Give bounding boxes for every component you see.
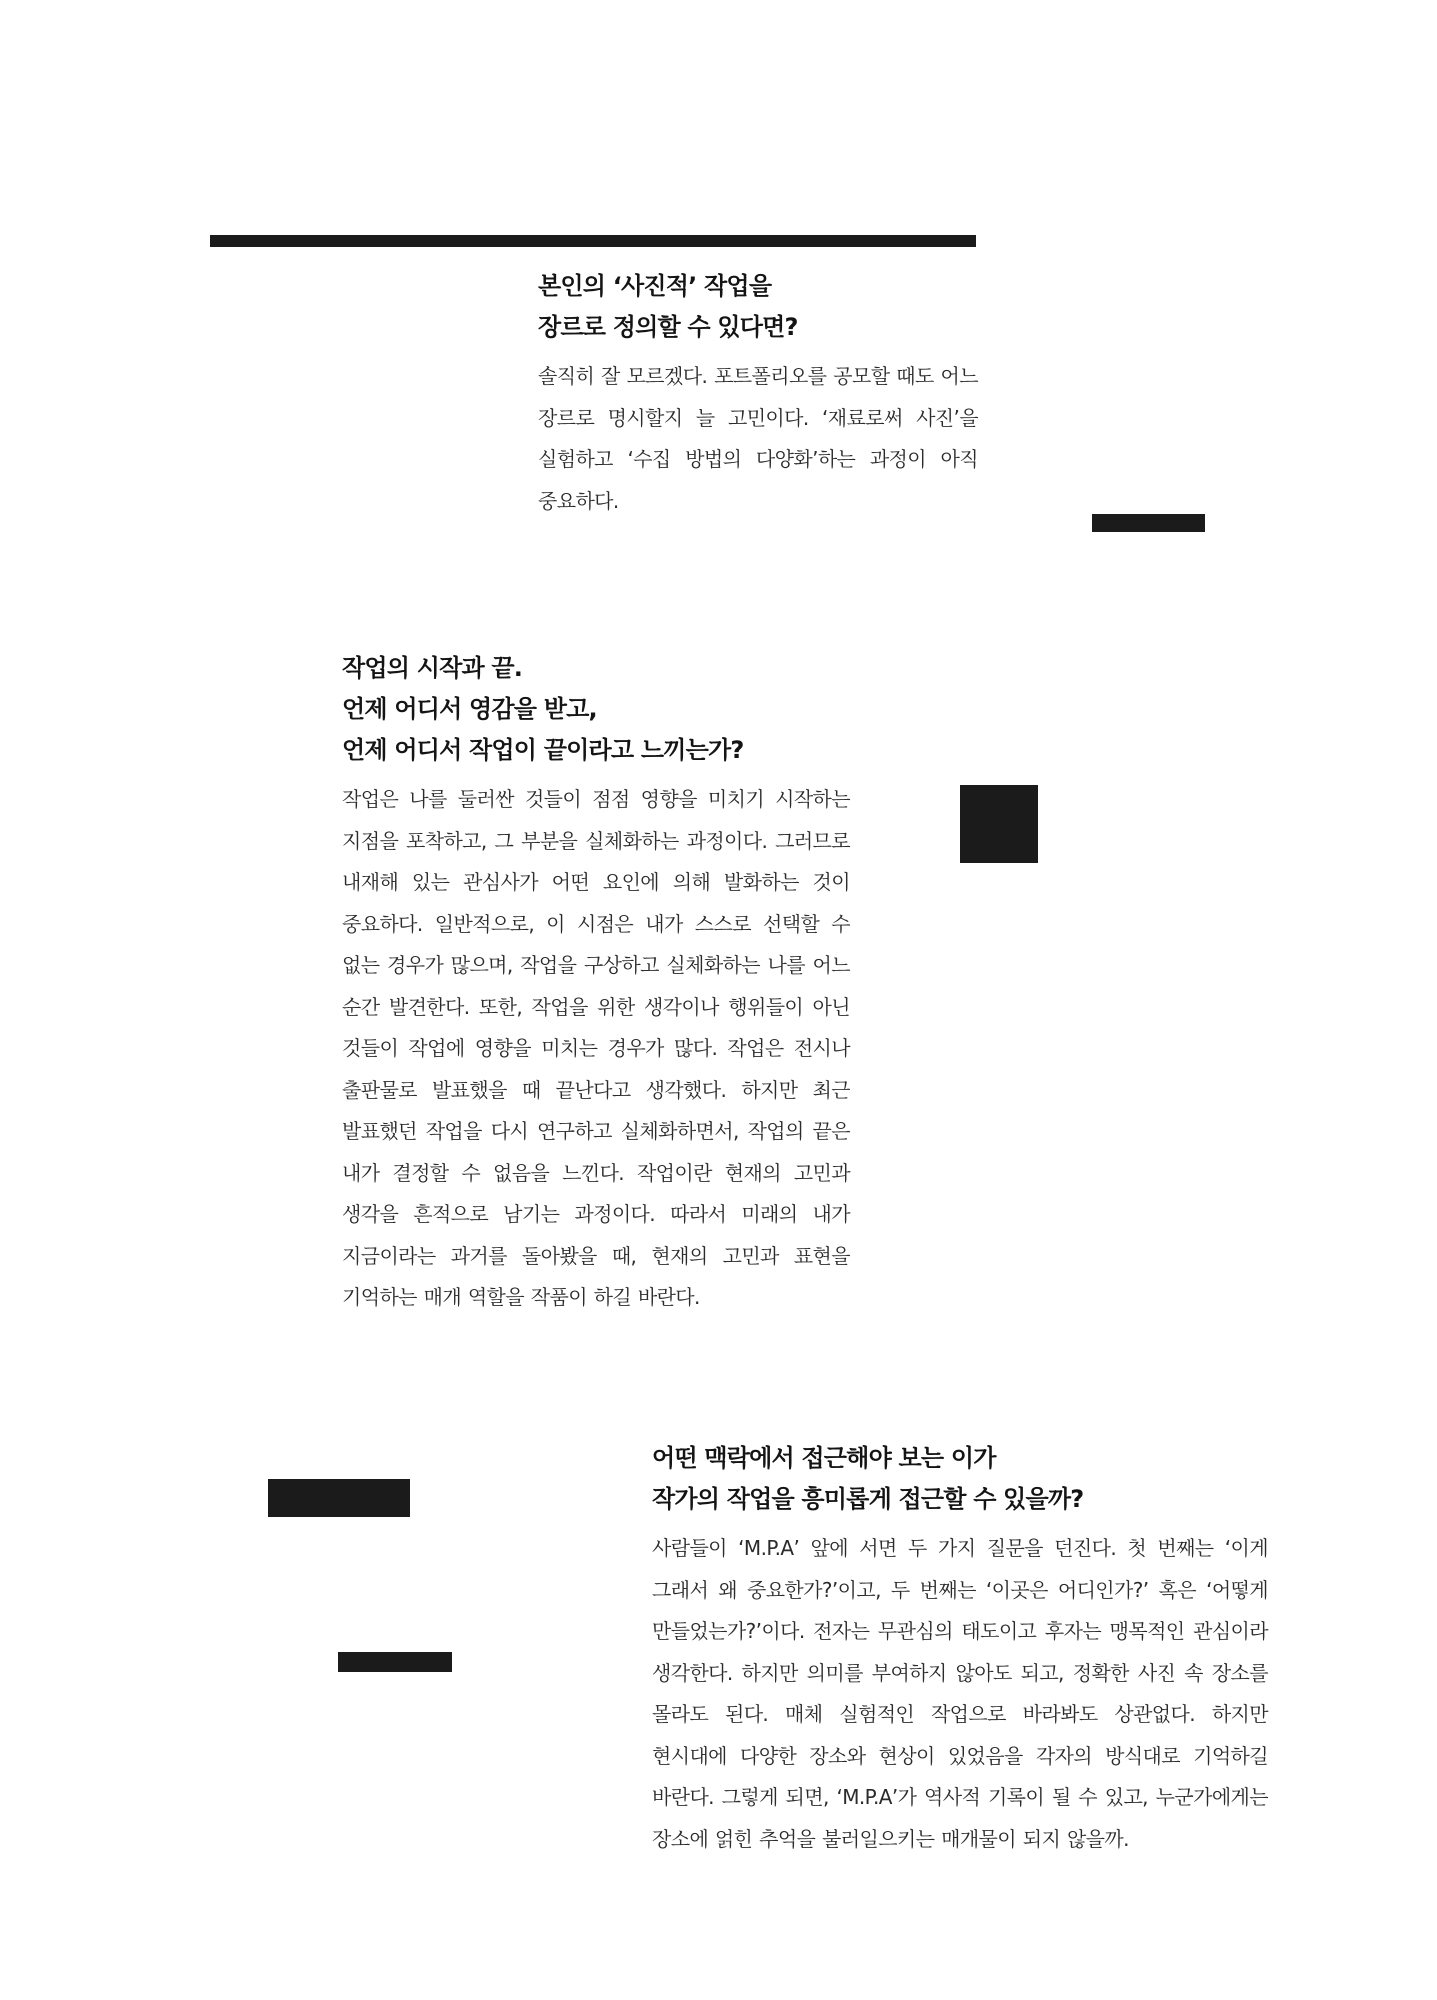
interview-section-context bbox=[652, 1438, 1268, 1860]
heading-line: 작업의 시작과 끝. bbox=[342, 654, 523, 682]
left-bar-lower bbox=[338, 1652, 452, 1672]
answer-paragraph: 솔직히 잘 모르겠다. 포트폴리오를 공모할 때도 어느 장르로 명시할지 늘 고민이다. ‘재료로써 사진’을 실험하고 ‘수집 방법의 다양화’하는 과정이 아직 중요하다. bbox=[538, 364, 978, 513]
heading-line: 장르로 정의할 수 있다면? bbox=[538, 313, 798, 341]
question-heading bbox=[652, 1438, 1268, 1520]
answer-paragraph: 작업은 나를 둘러싼 것들이 점점 영향을 미치기 시작하는 지점을 포착하고, 그 부분을 실체화하는 과정이다. 그러므로 내재해 있는 관심사가 어떤 요인에 의해 발화하는 것이 중요하다. 일반적으로, 이 시점은 내가 스스로 선택할 수 없는 경우가 많으며, 작업을 구상하고 실체화하는 나를 어느 순간 발견한다. 또한, 작업을 위한 생각이나 행위들이 아닌 것들이 작업에 영향을 미치는 경우가 많다. 작업은 전시나 출판물로 발표했을 때 끝난다고 생각했다. 하지만 최근 발표했던 작업을 다시 연구하고 실체화하면서, 작업의 끝은 내가 결정할 수 없음을 느낀다. 작업이란 현재의 고민과 생각을 흔적으로 남기는 과정이다. 따라서 미래의 내가 지금이라는 과거를 돌아봤을 때, 현재의 고민과 표현을 기억하는 매개 역할을 작품이 하길 바란다. bbox=[342, 787, 850, 1309]
interview-section-genre bbox=[538, 266, 978, 522]
top-rule-bar bbox=[210, 235, 976, 247]
question-heading bbox=[538, 266, 978, 348]
heading-line: 작가의 작업을 흥미롭게 접근할 수 있을까? bbox=[652, 1485, 1084, 1513]
heading-line: 언제 어디서 작업이 끝이라고 느끼는가? bbox=[342, 736, 744, 764]
black-square-block bbox=[960, 785, 1038, 863]
left-bar-upper bbox=[268, 1479, 410, 1517]
heading-line: 어떤 맥락에서 접근해야 보는 이가 bbox=[652, 1444, 996, 1472]
right-small-bar bbox=[1092, 514, 1205, 532]
question-heading bbox=[342, 648, 850, 771]
heading-line: 언제 어디서 영감을 받고, bbox=[342, 695, 597, 723]
interview-section-start-end bbox=[342, 648, 850, 1319]
answer-paragraph: 사람들이 ‘M.P.A’ 앞에 서면 두 가지 질문을 던진다. 첫 번째는 ‘이게 그래서 왜 중요한가?’이고, 두 번째는 ‘이곳은 어디인가?’ 혹은 ‘어떻게 만들었는가?’이다. 전자는 무관심의 태도이고 후자는 맹목적인 관심이라 생각한다. 하지만 의미를 부여하지 않아도 되고, 정확한 사진 속 장소를 몰라도 된다. 매체 실험적인 작업으로 바라봐도 상관없다. 하지만 현시대에 다양한 장소와 현상이 있었음을 각자의 방식대로 기억하길 바란다. 그렇게 되면, ‘M.P.A’가 역사적 기록이 될 수 있고, 누군가에게는 장소에 얽힌 추억을 불러일으키는 매개물이 되지 않을까. bbox=[652, 1536, 1268, 1851]
heading-line: 본인의 ‘사진적’ 작업을 bbox=[538, 272, 772, 300]
